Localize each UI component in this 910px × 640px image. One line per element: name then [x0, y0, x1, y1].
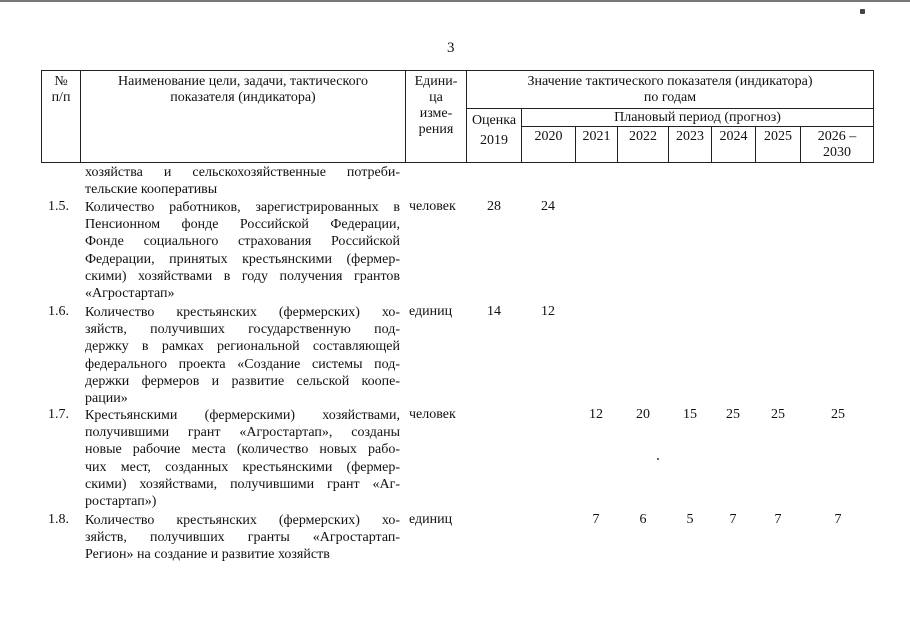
row-desc-line: Регион» на создание и развитие хозяйств: [85, 547, 330, 563]
header-name-line2: показателя (индикатора): [170, 90, 316, 105]
row-desc-line: ростартап»): [85, 494, 157, 510]
value-2021: 7: [592, 512, 600, 527]
row-desc-line: скими) хозяйствами, получившими грант «Аг-: [85, 476, 400, 492]
header-estimate-label: Оценка: [471, 113, 517, 128]
row-desc-line: новые рабочие места (количество новых рабо-: [85, 442, 400, 458]
header-unit-line2: ца: [429, 90, 443, 105]
value-2021: 12: [589, 407, 603, 422]
value-2026-2030: 7: [834, 512, 842, 527]
row-desc-line: чих мест, созданных крестьянскими (фермер-: [85, 459, 400, 475]
row-desc-line: Федерации, принятых крестьянскими (фермер-: [85, 251, 400, 267]
table-row-continuation: [85, 164, 400, 198]
row-desc-line: федерального проекта «Создание системы под-: [85, 356, 400, 372]
value-2023: 15: [683, 407, 697, 422]
row-desc-line: получившими грант «Агростартап», созданы: [85, 425, 400, 441]
value-2020: 24: [541, 199, 555, 214]
row-desc-line: Количество работников, зарегистрированных в: [85, 200, 400, 215]
header-estimate-year: 2019: [480, 133, 508, 148]
row-desc-line: «Агростартап»: [85, 286, 175, 302]
header-num-line1: №: [54, 74, 68, 89]
header-year-2026-2030-line1: 2026 –: [817, 129, 857, 144]
header-values-line2: по годам: [643, 90, 697, 105]
value-2019: 14: [487, 304, 501, 319]
row-desc-line: рации»: [85, 391, 128, 407]
page-number: 3: [447, 40, 455, 56]
value-2019: 28: [487, 199, 501, 214]
value-2020: 12: [541, 304, 555, 319]
header-planned-period: Плановый период (прогноз): [614, 110, 781, 125]
value-2024: 7: [729, 512, 737, 527]
header-year-2022: 2022: [629, 129, 657, 144]
row-number: 1.5.: [48, 199, 69, 214]
value-2024: 25: [726, 407, 740, 422]
row-desc-line: Крестьянскими (фермерскими) хозяйствами,: [85, 408, 400, 423]
header-unit-line1: Едини-: [414, 74, 458, 89]
header-year-2025: 2025: [764, 129, 792, 144]
row-desc-line: держку в рамках региональной составляющей: [85, 339, 400, 355]
row-number: 1.6.: [48, 304, 69, 319]
row-desc-line: скими) хозяйствами в году получения грантов: [85, 268, 400, 284]
header-values-line1: Значение тактического показателя (индикатора): [527, 74, 813, 89]
row-number: 1.7.: [48, 407, 69, 422]
row-unit: единиц: [409, 512, 453, 527]
header-num-line2: п/п: [51, 90, 71, 105]
value-2022: 20: [636, 407, 650, 422]
row-unit: человек: [409, 199, 456, 214]
row-desc-line: тельские кооперативы: [85, 182, 218, 198]
scan-speck: [657, 458, 659, 460]
header-unit-line3: изме-: [419, 106, 453, 121]
value-2025: 25: [771, 407, 785, 422]
row-desc-line: зяйств, получивших государственную под-: [85, 322, 400, 338]
value-2022: 6: [639, 512, 647, 527]
value-2026-2030: 25: [831, 407, 845, 422]
row-desc-line: Фонде социального страхования Российской: [85, 234, 400, 250]
row-unit: единиц: [409, 304, 453, 319]
header-year-2020: 2020: [534, 129, 563, 144]
header-year-2023: 2023: [676, 129, 704, 144]
header-year-2021: 2021: [582, 129, 611, 144]
row-unit: человек: [409, 407, 456, 422]
header-unit-line4: рения: [418, 122, 454, 137]
row-desc-line: Пенсионном фонде Российской Федерации,: [85, 217, 400, 233]
row-desc-line: Количество крестьянских (фермерских) хо-: [85, 513, 400, 528]
row-desc-line: держки фермеров и развитие сельской коопе-: [85, 373, 400, 389]
scan-mark: [860, 9, 865, 14]
scan-edge: [0, 0, 910, 2]
row-desc-line: зяйств, получивших гранты «Агростартап-: [85, 530, 400, 546]
header-year-2026-2030-line2: 2030: [823, 145, 851, 160]
value-2023: 5: [686, 512, 694, 527]
row-desc-line: Количество крестьянских (фермерских) хо-: [85, 305, 400, 320]
value-2025: 7: [774, 512, 782, 527]
header-year-2024: 2024: [719, 129, 748, 144]
header-name-line1: Наименование цели, задачи, тактического: [118, 74, 368, 89]
row-desc-line: хозяйства и сельскохозяйственные потреби-: [85, 165, 400, 180]
row-number: 1.8.: [48, 512, 69, 527]
